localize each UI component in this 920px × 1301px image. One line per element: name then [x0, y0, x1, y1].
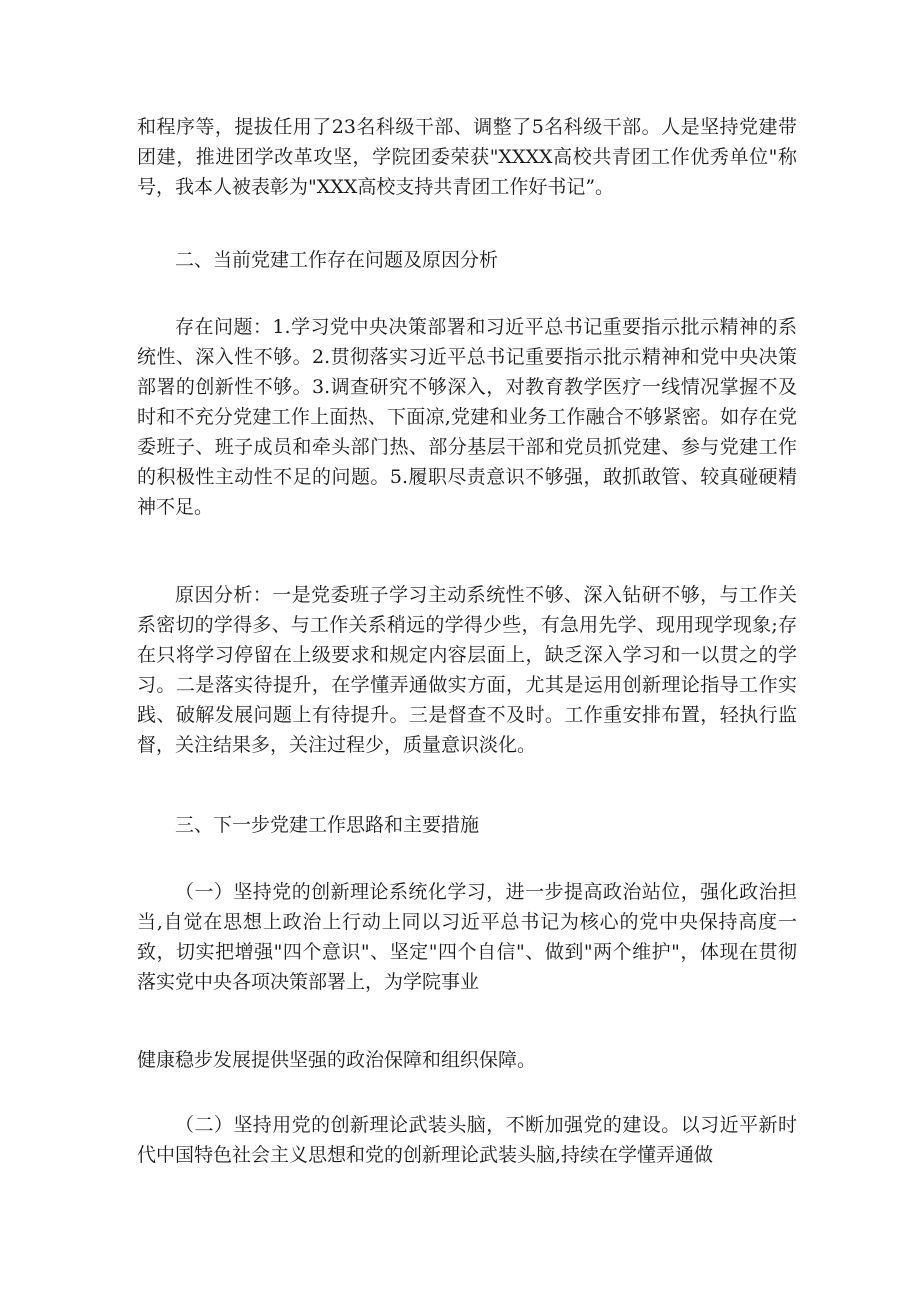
- analysis-paragraph: 原因分析：一是党委班子学习主动系统性不够、深入钻研不够，与工作关系密切的学得多、与工作关系稍远的学得少些，有急用先学、现用现学现象;存在只将学习停留在上级要求和规定内容层面上，缺乏深入学习和一以贯之的学习。二是落实待提升，在学懂弄通做实方面，尤其是运用创新理论指导工作实践、破解发展问题上有待提升。三是督查不及时。工作重安排布置，轻执行监督，关注结果多，关注过程少，质量意识淡化。: [137, 584, 797, 756]
- section-2-heading: 二、当前党建工作存在问题及原因分析: [175, 249, 499, 271]
- section-3-heading: 三、下一步党建工作思路和主要措施: [175, 814, 480, 836]
- problems-paragraph: 存在问题：1.学习党中央决策部署和习近平总书记重要指示批示精神的系统性、深入性不够。2.贯彻落实习近平总书记重要指示批示精神和党中央决策部署的创新性不够。3.调查研究不够深入，对教育教学医疗一线情况掌握不及时和不充分党建工作上面热、下面凉,党建和业务工作融合不够紧密。如存在党委班子、班子成员和牵头部门热、部分基层干部和党员抓党建、参与党建工作的积极性主动性不足的问题。5.履职尽责意识不够强，敢抓敢管、较真碰硬精神不足。: [137, 316, 797, 518]
- intro-continuation-paragraph: 和程序等，提拔任用了23名科级干部、调整了5名科级干部。人是坚持党建带团建，推进团学改革攻坚，学院团委荣获"XXXX高校共青团工作优秀单位"称号，我本人被表彰为"XXX高校支持共青团工作好书记”。: [137, 116, 797, 198]
- measure-1-paragraph: （一）坚持党的创新理论系统化学习，进一步提高政治站位，强化政治担当,自觉在思想上政治上行动上同以习近平总书记为核心的党中央保持高度一致，切实把增强"四个意识"、坚定"四个自信"、做到"两个维护"，体现在贯彻落实党中央各项决策部署上，为学院事业: [137, 881, 797, 993]
- measure-2-paragraph: （二）坚持用党的创新理论武装头脑，不断加强党的建设。以习近平新时代中国特色社会主义思想和党的创新理论武装头脑,持续在学懂弄通做: [137, 1114, 797, 1166]
- measure-1-continuation: 健康稳步发展提供坚强的政治保障和组织保障。: [137, 1049, 537, 1071]
